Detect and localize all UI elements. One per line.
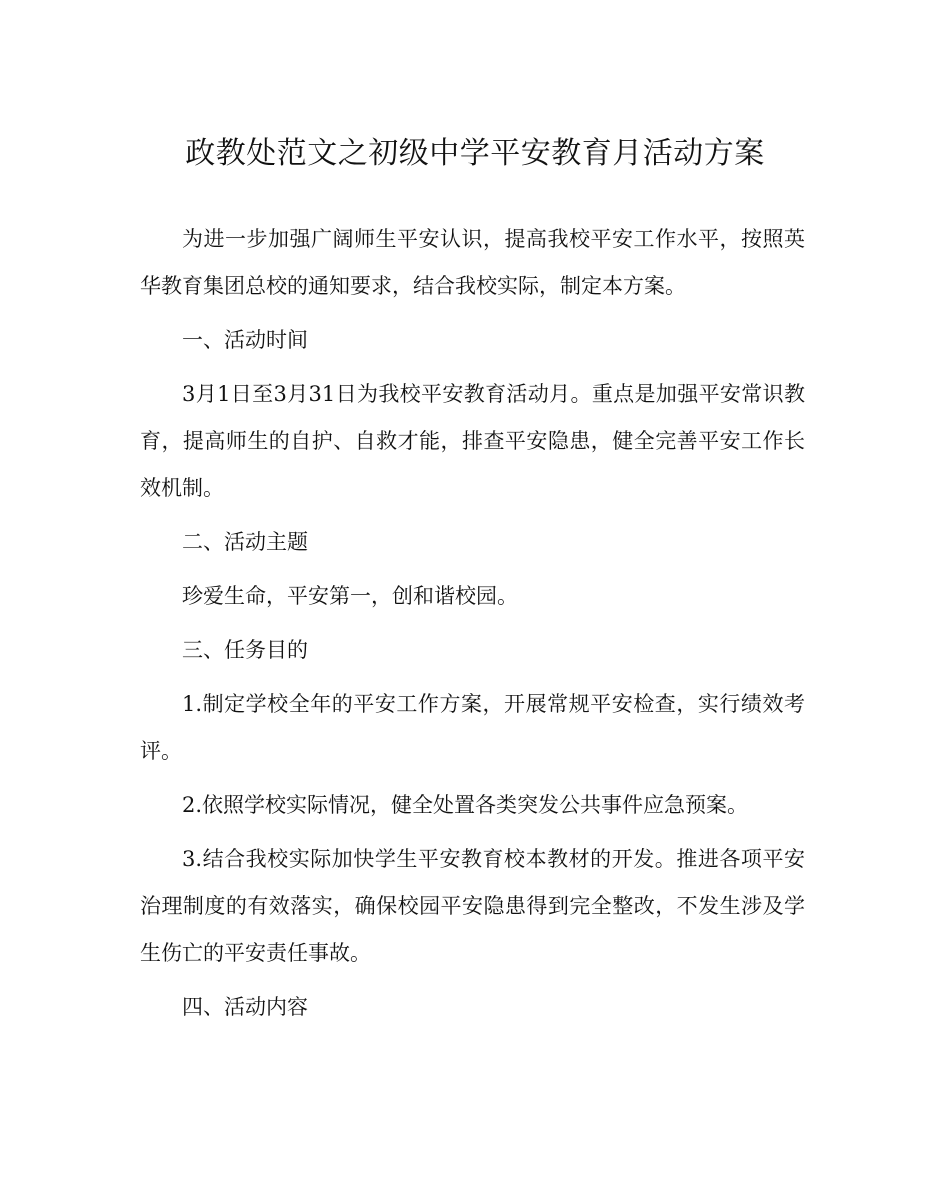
section-heading-theme: 二、活动主题 (182, 530, 308, 554)
document-title: 政教处范文之初级中学平安教育月活动方案 (185, 136, 765, 171)
document-body (140, 216, 805, 1038)
section-heading-content: 四、活动内容 (182, 995, 308, 1019)
goal-item-3: 3.结合我校实际加快学生平安教育校本教材的开发。推进各项平安治理制度的有效落实，确保校园平安隐患得到完全整改，不发生涉及学生伤亡的平安责任事故。 (140, 847, 805, 965)
goal-item-1: 1.制定学校全年的平安工作方案，开展常规平安检查，实行绩效考评。 (140, 692, 805, 763)
section-heading-goals: 三、任务目的 (182, 638, 308, 662)
time-paragraph: 3月1日至3月31日为我校平安教育活动月。重点是加强平安常识教育，提高师生的自护、自救才能，排查平安隐患，健全完善平安工作长效机制。 (140, 382, 805, 500)
intro-paragraph: 为进一步加强广阔师生平安认识，提高我校平安工作水平，按照英华教育集团总校的通知要求，结合我校实际，制定本方案。 (140, 227, 805, 298)
goal-item-2: 2.依照学校实际情况，健全处置各类突发公共事件应急预案。 (182, 793, 749, 817)
section-heading-time: 一、活动时间 (182, 328, 308, 352)
theme-paragraph: 珍爱生命，平安第一，创和谐校园。 (182, 584, 518, 608)
